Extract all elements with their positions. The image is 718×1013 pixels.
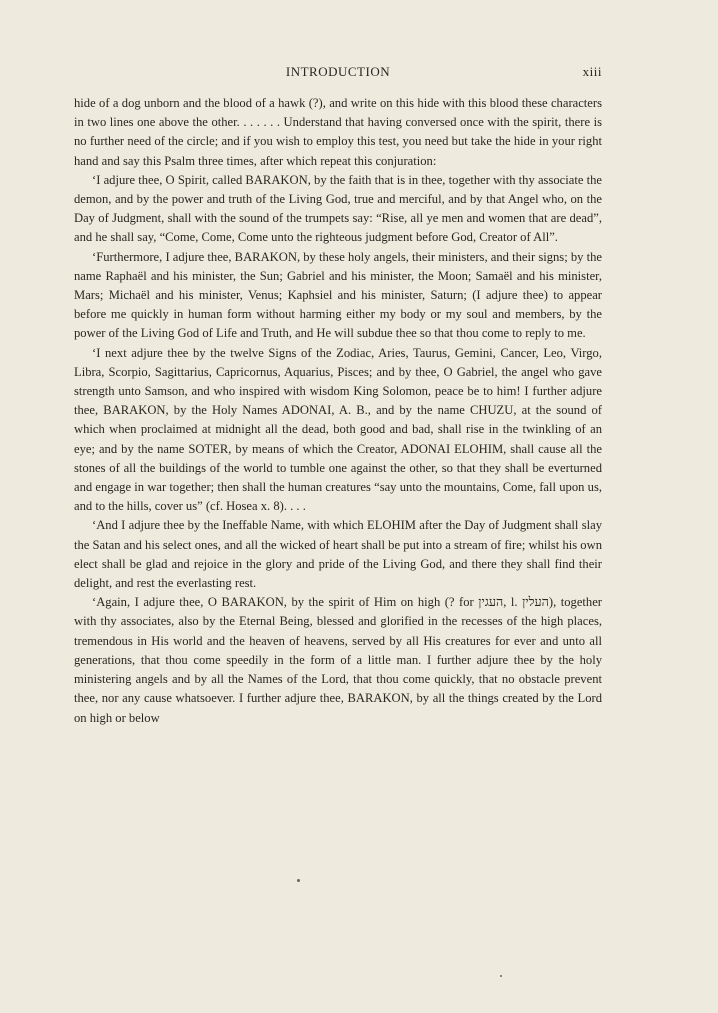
body-text xyxy=(74,94,602,728)
paragraph-continuation: hide of a dog unborn and the blood of a hawk (?), and write on this hide with this blood these characters in two lines one above the other. . . . . . . Understand that having conversed once with the spirit, there is no further need of the circle; and if you wish to employ this test, you need but take the hide in your right hand and say this Psalm three times, after which repeat this conjuration: xyxy=(74,96,602,168)
paragraph-spirit-on-high: ‘Again, I adjure thee, O BARAKON, by the spirit of Him on high (? for העגין, l. העלין), together with thy associates, also by the Eternal Being, blessed and glorified in the recesses of the high places, tremendous in His world and the heaven of heavens, served by all His creatures for ever and unto all generations, that thou come speedily in the form of a little man. I further adjure thee by the holy ministering angels and by all the Names of the Lord, that thou come quickly, that no obstacle prevent thee, nor any cause whatsoever. I further adjure thee, BARAKON, by all the things created by the Lord on high or below xyxy=(74,595,602,725)
paragraph-adjuration-angels: ‘Furthermore, I adjure thee, BARAKON, by these holy angels, their ministers, and their signs; by the name Raphaël and his minister, the Sun; Gabriel and his minister, the Moon; Samaël and his minister, Mars; Michaël and his minister, Venus; Kaphsiel and his minister, Saturn; (I adjure thee) to appear before me quickly in human form without harming either my body or my soul and members, by the power of the Living God of Life and Truth, and He will subdue thee so that thou come to reply to me. xyxy=(74,249,602,341)
running-title: INTRODUCTION xyxy=(285,64,391,79)
paragraph-adjuration-zodiac: ‘I next adjure thee by the twelve Signs of the Zodiac, Aries, Taurus, Gemini, Cancer, Leo, Virgo, Libra, Scorpio, Sagittarius, Capricornus, Aquarius, Pisces; and by thee, O Gabriel, the angel who gave strength unto Samson, and who inspired with wisdom King Solomon, peace be to him! I further adjure thee, BARAKON, by the Holy Names ADONAI, A. B., and by the name CHUZU, at the sound of which when proclaimed at midnight all the dead, both good and bad, shall rise in the twinkling of an eye; and by the name SOTER, by means of which the Creator, ADONAI ELOHIM, shall cause all the stones of all the buildings of the world to tumble one against the other, so that they shall be everturned and engage in war together; then shall the human creatures “say unto the mountains, Come, fall upon us, and to the hills, cover us” (cf. Hosea x. 8). . . . xyxy=(74,345,602,514)
page-number: xiii xyxy=(582,64,602,79)
paper-speck xyxy=(500,975,502,977)
page-header xyxy=(74,64,602,84)
paragraph-adjuration-spirit: ‘I adjure thee, O Spirit, called BARAKON, by the faith that is in thee, together with thy associate the demon, and by the power and truth of the Living God, true and merciful, and by that Angel who, on the Day of Judgment, shall with the sound of the trumpets say: “Rise, all ye men and women that are dead”, and he shall say, “Come, Come, Come unto the righteous judgment before God, Creator of All”. xyxy=(74,172,602,245)
paper-speck xyxy=(297,879,300,882)
paragraph-ineffable-name: ‘And I adjure thee by the Ineffable Name, with which ELOHIM after the Day of Judgment shall slay the Satan and his select ones, and all the wicked of heart shall be put into a stream of fire; whilst his own elect shall be glad and rejoice in the glory and pride of the Living God, and there they shall find their delight, and rest the everlasting rest. xyxy=(74,518,602,591)
